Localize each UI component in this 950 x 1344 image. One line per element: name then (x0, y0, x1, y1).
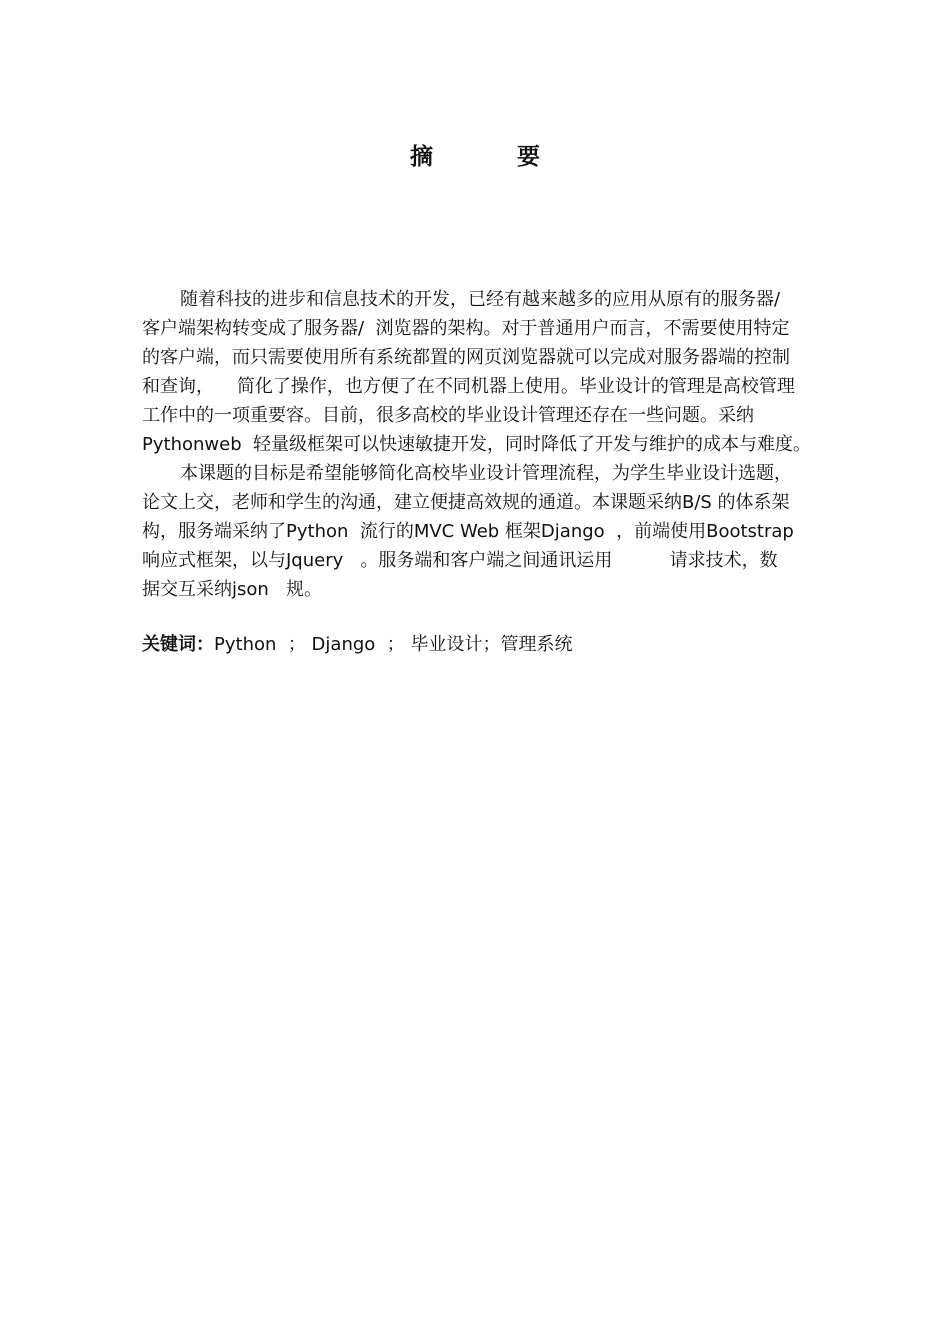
page-title (0, 140, 950, 174)
abstract-line: 论文上交，老师和学生的沟通，建立便捷高效规的通道。本课题采纳B/S 的体系架 (142, 492, 790, 513)
abstract-line: 工作中的一项重要容。目前，很多高校的毕业设计管理还存在一些问题。采纳 (142, 405, 754, 426)
keywords-label: 关键词： (142, 634, 214, 655)
abstract-line: 客户端架构转变成了服务器/ 浏览器的架构。对于普通用户而言，不需要使用特定 (142, 318, 790, 339)
title-char-2: 要 (517, 144, 540, 170)
abstract-line: 的客户端，而只需要使用所有系统都置的网页浏览器就可以完成对服务器端的控制 (142, 347, 790, 368)
abstract-body (142, 285, 842, 604)
keywords-line (142, 630, 842, 659)
abstract-line: Pythonweb 轻量级框架可以快速敏捷开发，同时降低了开发与维护的成本与难度。 (142, 434, 812, 455)
abstract-line: 和查询， 简化了操作，也方便了在不同机器上使用。毕业设计的管理是高校管理 (142, 376, 795, 397)
abstract-line: 本课题的目标是希望能够简化高校毕业设计管理流程，为学生毕业设计选题， (180, 463, 792, 484)
title-char-1: 摘 (410, 144, 433, 170)
keywords-text: Python ； Django ； 毕业设计；管理系统 (214, 634, 573, 655)
abstract-line: 构，服务端采纳了Python 流行的MVC Web 框架Django ，前端使用Bootstrap (142, 521, 794, 542)
abstract-line: 随着科技的进步和信息技术的开发，已经有越来越多的应用从原有的服务器/ (180, 289, 781, 310)
abstract-line: 响应式框架，以与Jquery 。服务端和客户端之间通讯运用 请求技术，数 (142, 550, 778, 571)
abstract-line: 据交互采纳json 规。 (142, 579, 322, 600)
